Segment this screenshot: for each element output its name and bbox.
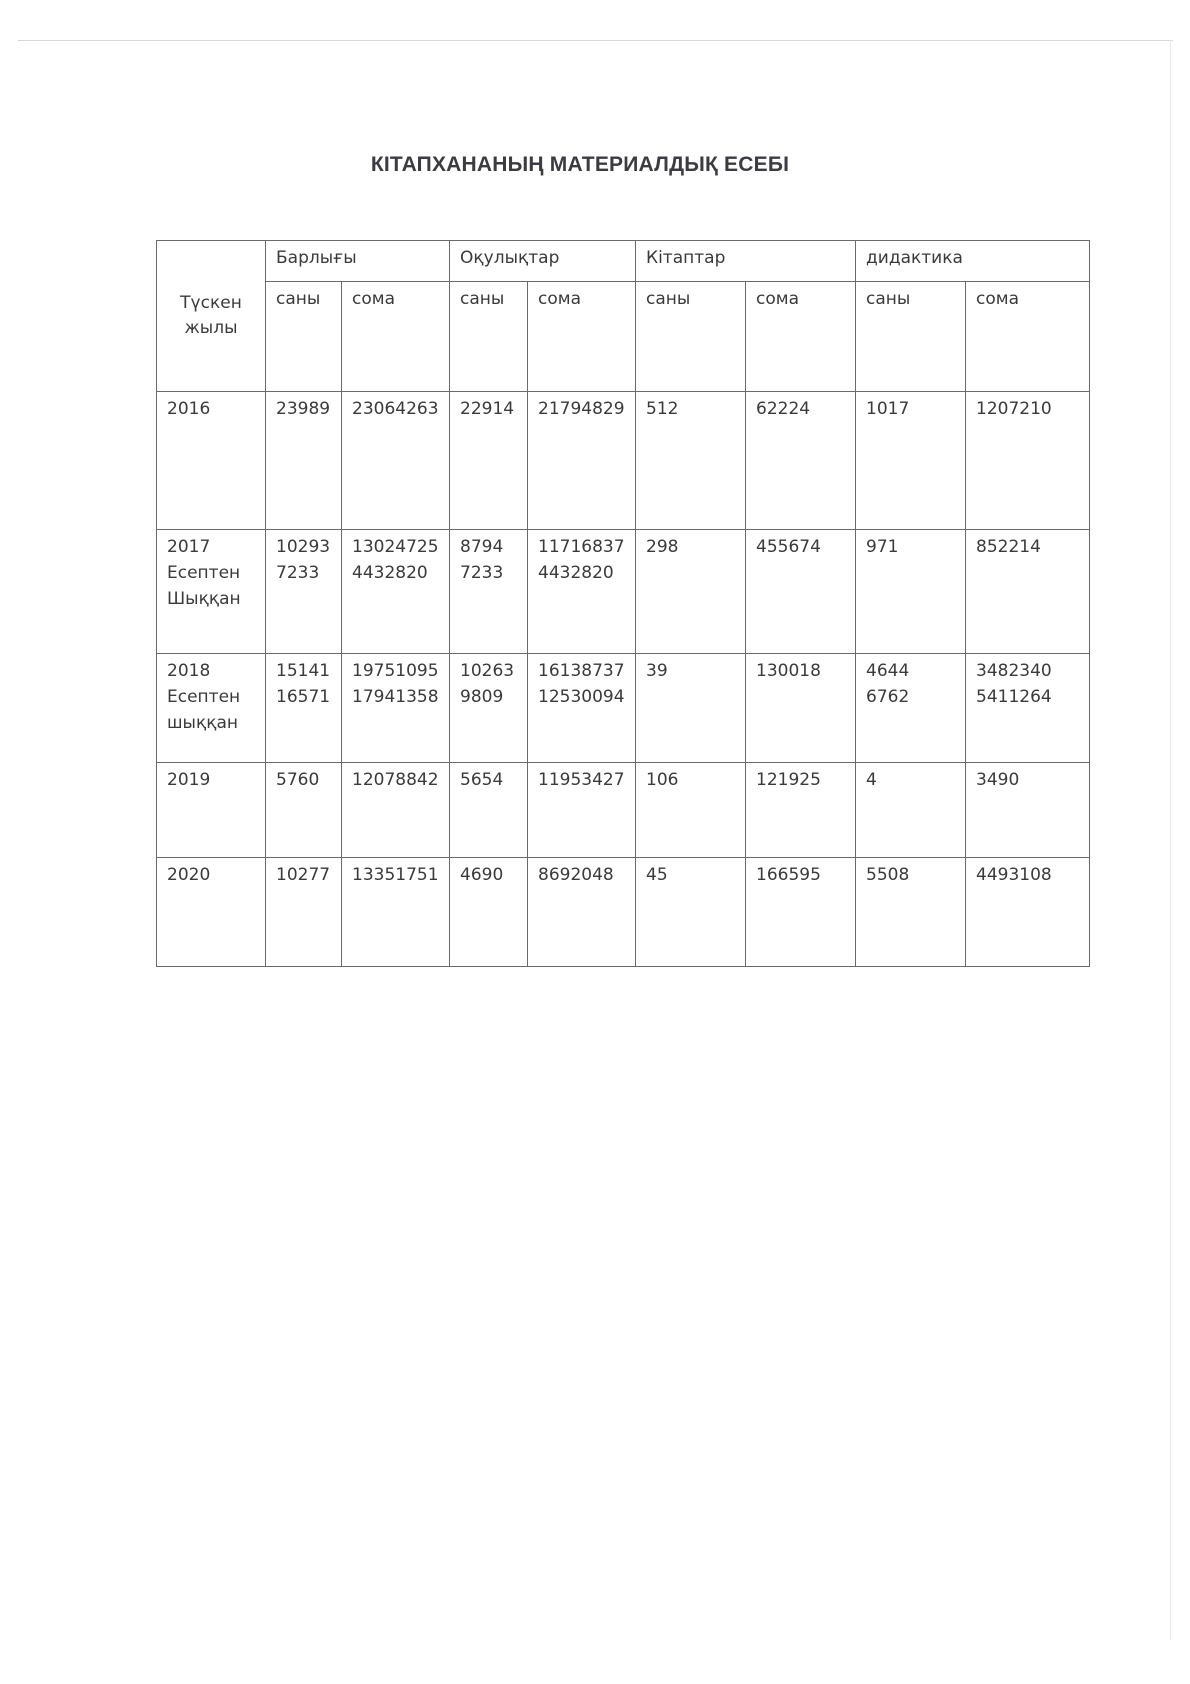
cell-value: 17941358: [352, 687, 439, 707]
sum-cell: [528, 392, 636, 530]
cell-value: 22914: [460, 399, 515, 419]
count-cell: [636, 654, 746, 763]
subheader-count: саны: [266, 282, 342, 392]
sum-cell: [342, 858, 450, 967]
year-column-header-line: Түскен: [180, 293, 242, 313]
sum-cell: [342, 530, 450, 654]
sum-cell: [966, 654, 1090, 763]
year-column-header: [157, 241, 266, 392]
year-cell-line: Шыққан: [167, 589, 241, 609]
cell-value: 298: [646, 537, 679, 557]
sum-cell: [746, 763, 856, 858]
cell-value: 4432820: [352, 563, 428, 583]
cell-value: 13351751: [352, 865, 439, 885]
cell-value: 11953427: [538, 770, 625, 790]
count-cell: [266, 392, 342, 530]
cell-value: 12078842: [352, 770, 439, 790]
cell-value: 8692048: [538, 865, 614, 885]
count-cell: [856, 530, 966, 654]
cell-value: 11716837: [538, 537, 625, 557]
count-cell: [636, 392, 746, 530]
table-row: [157, 763, 1090, 858]
sum-cell: [528, 654, 636, 763]
year-cell-line: 2018: [167, 661, 211, 681]
year-cell: [157, 530, 266, 654]
cell-value: 5411264: [976, 687, 1052, 707]
cell-value: 10277: [276, 865, 331, 885]
cell-value: 12530094: [538, 687, 625, 707]
cell-value: 3490: [976, 770, 1020, 790]
subheader-sum: сома: [966, 282, 1090, 392]
count-cell: [636, 763, 746, 858]
header-sub-row: [157, 282, 1090, 392]
cell-value: 13024725: [352, 537, 439, 557]
group-header-didactics: дидактика: [856, 241, 1090, 282]
cell-value: 7233: [460, 563, 504, 583]
year-cell-line: 2016: [167, 399, 211, 419]
year-cell: [157, 654, 266, 763]
cell-value: 512: [646, 399, 679, 419]
cell-value: 130018: [756, 661, 821, 681]
sum-cell: [966, 763, 1090, 858]
cell-value: 39: [646, 661, 668, 681]
cell-value: 1207210: [976, 399, 1052, 419]
count-cell: [450, 763, 528, 858]
cell-value: 21794829: [538, 399, 625, 419]
sum-cell: [746, 392, 856, 530]
year-cell: [157, 392, 266, 530]
cell-value: 10293: [276, 537, 331, 557]
scan-top-edge: [18, 40, 1173, 41]
year-cell-line: Есептен: [167, 687, 241, 707]
cell-value: 5760: [276, 770, 320, 790]
year-column-header-line: жылы: [184, 318, 238, 338]
cell-value: 166595: [756, 865, 821, 885]
sum-cell: [966, 530, 1090, 654]
sum-cell: [342, 763, 450, 858]
group-header-textbooks: Оқулықтар: [450, 241, 636, 282]
count-cell: [856, 858, 966, 967]
table-row: [157, 530, 1090, 654]
cell-value: 5654: [460, 770, 504, 790]
group-header-total: Барлығы: [266, 241, 450, 282]
year-cell-line: 2019: [167, 770, 211, 790]
sum-cell: [746, 654, 856, 763]
page-title: КІТАПХАНАНЫҢ МАТЕРИАЛДЫҚ ЕСЕБІ: [370, 153, 790, 176]
count-cell: [450, 858, 528, 967]
cell-value: 6762: [866, 687, 910, 707]
count-cell: [450, 530, 528, 654]
cell-value: 23064263: [352, 399, 439, 419]
cell-value: 15141: [276, 661, 331, 681]
count-cell: [266, 858, 342, 967]
scan-right-edge: [1170, 40, 1171, 1640]
year-cell: [157, 858, 266, 967]
count-cell: [636, 530, 746, 654]
subheader-count: саны: [450, 282, 528, 392]
cell-value: 1017: [866, 399, 910, 419]
cell-value: 4432820: [538, 563, 614, 583]
count-cell: [450, 392, 528, 530]
sum-cell: [966, 392, 1090, 530]
cell-value: 16138737: [538, 661, 625, 681]
cell-value: 971: [866, 537, 899, 557]
cell-value: 4493108: [976, 865, 1052, 885]
year-cell: [157, 763, 266, 858]
subheader-sum: сома: [746, 282, 856, 392]
year-cell-line: Есептен: [167, 563, 241, 583]
count-cell: [636, 858, 746, 967]
table-body: [157, 392, 1090, 967]
cell-value: 4690: [460, 865, 504, 885]
sum-cell: [342, 654, 450, 763]
count-cell: [266, 654, 342, 763]
cell-value: 7233: [276, 563, 320, 583]
sum-cell: [746, 858, 856, 967]
subheader-sum: сома: [342, 282, 450, 392]
sum-cell: [528, 763, 636, 858]
sum-cell: [528, 858, 636, 967]
count-cell: [266, 530, 342, 654]
header-group-row: [157, 241, 1090, 282]
cell-value: 4: [866, 770, 877, 790]
table-row: [157, 654, 1090, 763]
count-cell: [856, 392, 966, 530]
group-header-books: Кітаптар: [636, 241, 856, 282]
cell-value: 19751095: [352, 661, 439, 681]
sum-cell: [746, 530, 856, 654]
table-row: [157, 392, 1090, 530]
count-cell: [856, 763, 966, 858]
sum-cell: [342, 392, 450, 530]
count-cell: [450, 654, 528, 763]
cell-value: 10263: [460, 661, 515, 681]
year-cell-line: шыққан: [167, 713, 239, 733]
cell-value: 852214: [976, 537, 1041, 557]
subheader-sum: сома: [528, 282, 636, 392]
sum-cell: [966, 858, 1090, 967]
material-accounting-table: [156, 240, 1090, 967]
count-cell: [266, 763, 342, 858]
cell-value: 62224: [756, 399, 811, 419]
cell-value: 23989: [276, 399, 331, 419]
year-cell-line: 2020: [167, 865, 211, 885]
cell-value: 45: [646, 865, 668, 885]
cell-value: 455674: [756, 537, 821, 557]
subheader-count: саны: [636, 282, 746, 392]
table-row: [157, 858, 1090, 967]
cell-value: 8794: [460, 537, 504, 557]
cell-value: 3482340: [976, 661, 1052, 681]
count-cell: [856, 654, 966, 763]
cell-value: 16571: [276, 687, 331, 707]
cell-value: 106: [646, 770, 679, 790]
cell-value: 4644: [866, 661, 910, 681]
cell-value: 5508: [866, 865, 910, 885]
cell-value: 9809: [460, 687, 504, 707]
subheader-count: саны: [856, 282, 966, 392]
cell-value: 121925: [756, 770, 821, 790]
year-cell-line: 2017: [167, 537, 211, 557]
sum-cell: [528, 530, 636, 654]
